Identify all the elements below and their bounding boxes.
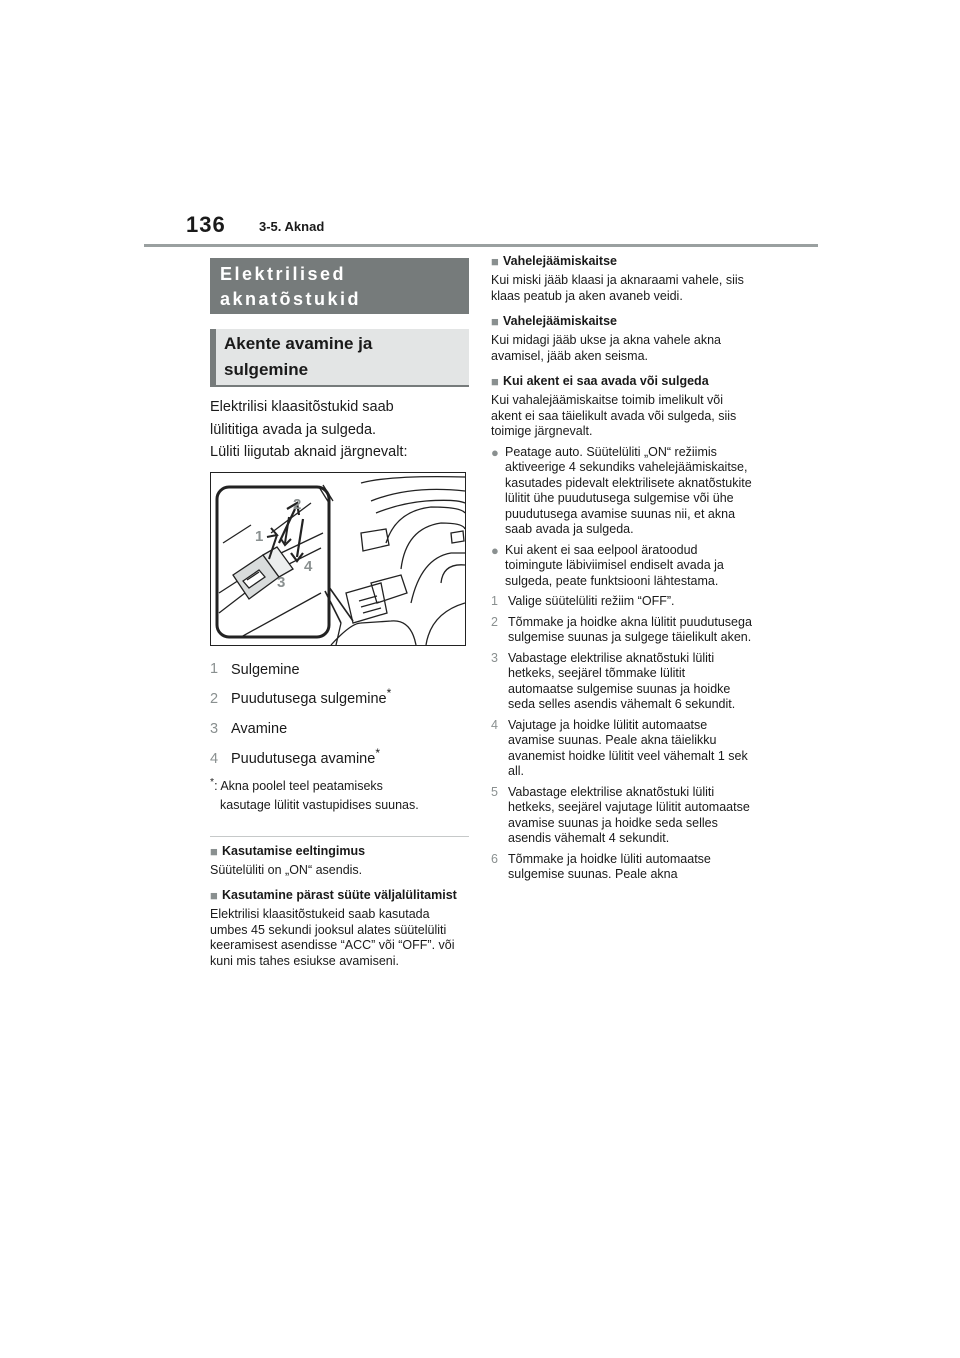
- info-block: [210, 844, 469, 879]
- callout-item: [210, 741, 469, 771]
- section-divider: [210, 836, 469, 837]
- info-block: [491, 374, 753, 883]
- square-bullet-icon: ■: [491, 314, 499, 329]
- bullet-text: Peatage auto. Süütelüliti „ON“ režiimis aktiveerige 4 sekundiks vahelejäämiskaitse, kasutades pidevalt elektrilisete aknatõstukite lülitit ühe puudutusega sulgemise või ühe puudutusega avamise suunas nii, et akna saab avada ja sulgeda.: [505, 444, 752, 536]
- callout-star: *: [375, 745, 381, 760]
- footnote: [210, 773, 469, 815]
- callout-text: Sulgemine: [231, 661, 300, 678]
- step-text: Tõmmake ja hoidke akna lülitit puudutusega sulgemise suunas ja sulgege täielikult aken.: [508, 614, 752, 644]
- bullet-item: [491, 445, 753, 538]
- chapter-title-line1: Elektrilised: [220, 264, 347, 284]
- step-text: Vabastage elektrilise aknatõstuki lüliti hetkeks, seejärel tõmmake lülitit automaatse sulgemise suunas ja hoidke seda selles asendis vähemalt 6 sekundit.: [508, 650, 736, 711]
- info-heading: [491, 314, 753, 329]
- step-text: Valige süütelüliti režiim “OFF”.: [508, 594, 675, 608]
- figure-label-3: 3: [277, 573, 286, 591]
- square-bullet-icon: ■: [491, 254, 499, 269]
- heading-text: Vahelejäämiskaitse: [503, 314, 617, 328]
- step-number: 1: [491, 594, 498, 608]
- left-column: [210, 258, 469, 969]
- info-heading: [491, 374, 753, 389]
- info-block: [491, 314, 753, 364]
- callout-number: 1: [210, 661, 219, 678]
- info-text: Kui vahalejäämiskaitse toimib imelikult või akent ei saa täielikult avada või sulgeda, siis toimige järgnevalt.: [491, 393, 737, 438]
- figure-label-4: 4: [304, 557, 313, 575]
- callout-number: 3: [210, 720, 219, 737]
- info-block: [210, 888, 469, 969]
- callout-text: Avamine: [231, 720, 288, 737]
- right-column: [491, 254, 753, 883]
- intro-line: lülititiga avada ja sulgeda.: [210, 421, 377, 438]
- chapter-title-line2: aknatõstukid: [220, 289, 362, 309]
- bullet-text: Kui akent ei saa eelpool äratoodud toimingute läbiviimisel endiselt avada ja sulgeda, peate funktsiooni lähtestama.: [505, 542, 724, 588]
- heading-text: Vahelejäämiskaitse: [503, 254, 617, 268]
- info-heading: [210, 888, 469, 903]
- callout-item: [210, 681, 469, 711]
- page-number: 136: [186, 212, 226, 237]
- intro-line: Elektrilisi klaasitõstukid saab: [210, 399, 394, 415]
- info-heading: [210, 844, 469, 859]
- square-bullet-icon: ■: [491, 374, 499, 389]
- step-item: [491, 852, 753, 883]
- window-switch-illustration: [210, 472, 466, 646]
- step-number: 3: [491, 650, 498, 665]
- intro-text: [210, 396, 469, 464]
- info-text: Elektrilisi klaasitõstukeid saab kasutada umbes 45 sekundi jooksul alates süütelüliti keeramisest asendisse “ACC” või “OFF”. või kuni mis tahes esiukse avamiseni.: [210, 907, 455, 968]
- heading-text: Kasutamine pärast süüte väljalülitamist: [222, 888, 457, 903]
- step-item: [491, 594, 753, 610]
- step-text: Vabastage elektrilise aknatõstuki lüliti hetkeks, seejärel vajutage lülitit automaatse avamise suunas ja hoidke seda selles asendis vähemalt 4 sekundit.: [508, 784, 750, 845]
- callout-number: 2: [210, 691, 219, 708]
- step-number: 2: [491, 614, 498, 629]
- circle-bullet-icon: ●: [491, 542, 499, 558]
- circle-bullet-icon: ●: [491, 444, 499, 460]
- square-bullet-icon: ■: [210, 843, 218, 859]
- footnote-line1: : Akna poolel teel peatamiseks: [214, 778, 383, 793]
- step-item: [491, 615, 753, 646]
- step-item: [491, 651, 753, 713]
- left-info-blocks: [210, 844, 469, 970]
- info-block: [491, 254, 753, 304]
- heading-text: Kui akent ei saa avada või sulgeda: [503, 374, 709, 388]
- callout-star: *: [386, 686, 392, 701]
- step-text: Tõmmake ja hoidke lüliti automaatse sulgemise suunas. Peale akna: [508, 851, 711, 881]
- step-number: 4: [491, 717, 498, 732]
- subtitle-line1: Akente avamine ja: [224, 334, 373, 353]
- info-text: Kui midagi jääb ukse ja akna vahele akna avamisel, jääb aken seisma.: [491, 333, 722, 363]
- illustration-svg: [211, 473, 465, 645]
- figure-label-2: 2: [293, 495, 302, 513]
- square-bullet-icon: ■: [210, 888, 218, 904]
- step-item: [491, 785, 753, 847]
- callout-number: 4: [210, 750, 219, 767]
- step-item: [491, 718, 753, 780]
- info-text: Kui miski jääb klaasi ja aknaraami vahele, siis klaas peatub ja aken avaneb veidi.: [491, 273, 744, 303]
- callout-text: Puudutusega avamine: [231, 750, 376, 767]
- callout-item: [210, 652, 469, 682]
- callout-text: Puudutusega sulgemine: [231, 691, 387, 708]
- section-title: 3-5. Aknad: [259, 219, 325, 234]
- callout-item: [210, 711, 469, 741]
- bullet-item: [491, 543, 753, 590]
- step-text: Vajutage ja hoidke lülitit automaatse avamise suunas. Peale akna täielikku avanemist hoidke lülitit veel vähemalt 1 sek all.: [508, 717, 748, 778]
- heading-text: Kasutamise eeltingimus: [222, 843, 366, 858]
- figure-label-1: 1: [255, 527, 264, 545]
- header-divider: [144, 244, 818, 247]
- subtitle-line2: sulgemine: [224, 360, 309, 379]
- callout-list: [210, 652, 469, 771]
- step-number: 6: [491, 851, 498, 866]
- chapter-title-box: [210, 258, 469, 314]
- info-text: Süütelüliti on „ON“ asendis.: [210, 862, 363, 877]
- step-number: 5: [491, 784, 498, 799]
- subtitle-box: [210, 329, 469, 387]
- footnote-mark: *: [210, 776, 215, 788]
- intro-line: Lüliti liigutab aknaid järgnevalt:: [210, 444, 408, 460]
- info-heading: [491, 254, 753, 269]
- footnote-line2: kasutage lülitit vastupidises suunas.: [220, 797, 419, 812]
